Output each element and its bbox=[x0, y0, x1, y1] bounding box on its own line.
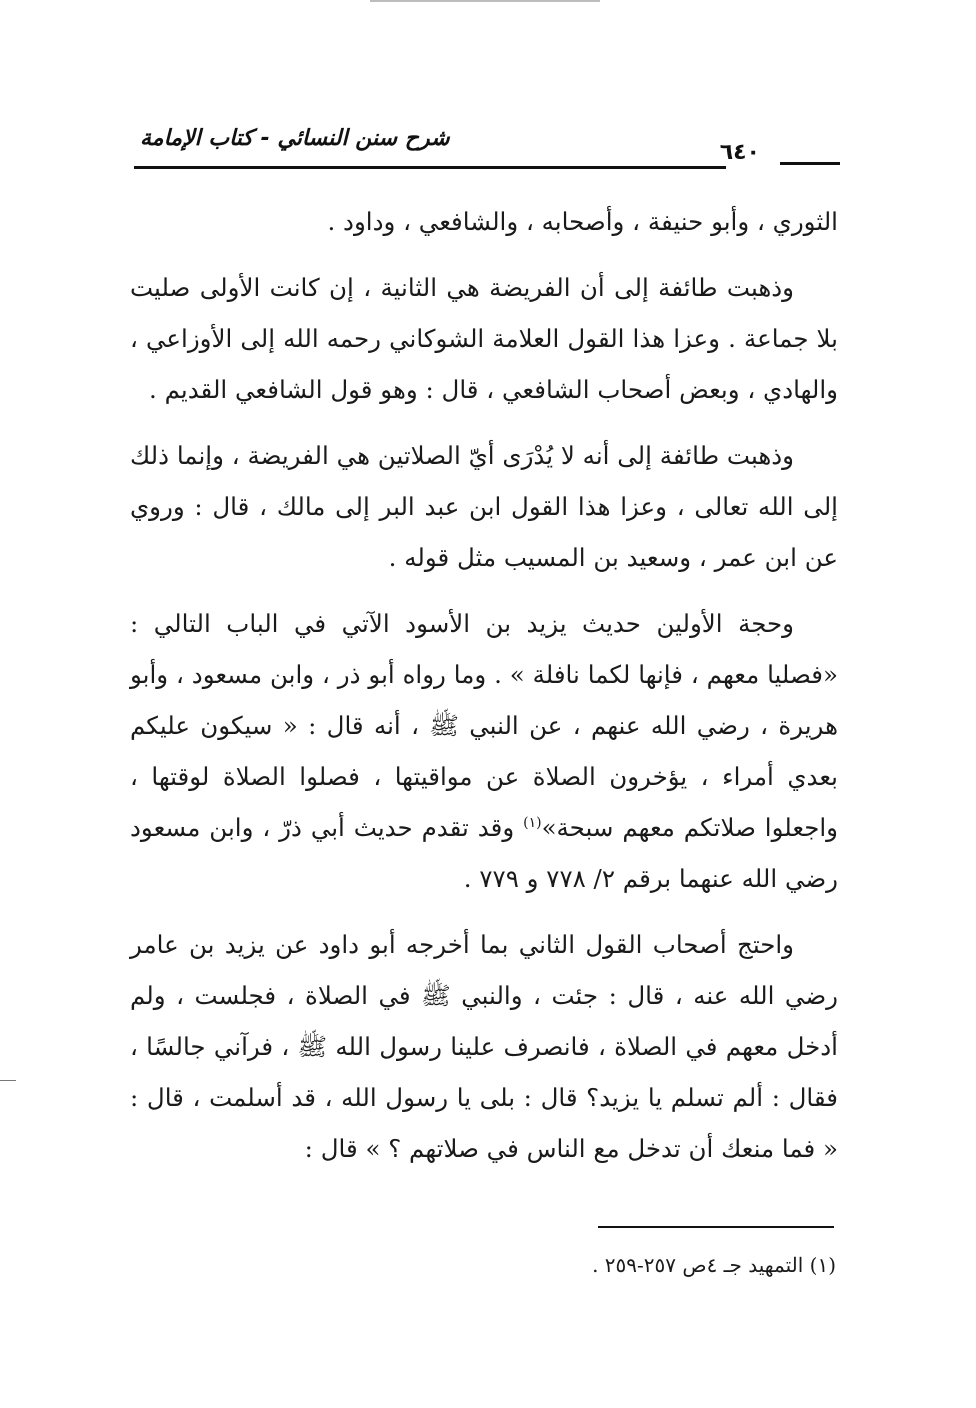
book-title: شرح سنن النسائي - كتاب الإمامة bbox=[140, 126, 450, 151]
paragraph: وذهبت طائفة إلى أنه لا يُدْرَى أيّ الصلاتين هي الفريضة ، وإنما ذلك إلى الله تعالى ، وعزا هذا القول ابن عبد البر إلى مالك ، قال : وروي عن ابن عمر ، وسعيد بن المسيب مثل قوله . bbox=[130, 441, 838, 572]
paragraph bbox=[130, 598, 838, 904]
paragraph-text: وحجة الأولين حديث يزيد بن الأسود الآتي في الباب التالي : «فصليا معهم ، فإنها لكما نافلة » . وما رواه أبو ذر ، وابن مسعود ، وأبو هريرة ، رضي الله عنهم ، عن النبي ﷺ ، أنه قال : « سيكون عليكم بعدي أمراء ، يؤخرون الصلاة عن مواقيتها ، فصلوا الصلاة لوقتها ، واجعلوا صلاتكم معهم سبحة» bbox=[130, 609, 838, 842]
scan-edge-line bbox=[370, 0, 600, 2]
footnote-reference[interactable]: (١) bbox=[523, 814, 542, 831]
paragraph: واحتج أصحاب القول الثاني بما أخرجه أبو داود عن يزيد بن عامر رضي الله عنه ، قال : جئت ، والنبي ﷺ في الصلاة ، فجلست ، ولم أدخل معهم في الصلاة ، فانصرف علينا رسول الله ﷺ ، فرآني جالسًا ، فقال : ألم تسلم يا يزيد؟ قال : بلى يا رسول الله ، قد أسلمت ، قال : « فما منعك أن تدخل مع الناس في صلاتهم ؟ » قال : bbox=[130, 930, 838, 1163]
body-text bbox=[130, 196, 838, 1174]
page-number: ٦٤٠ bbox=[719, 140, 760, 165]
paragraph-text: وقد تقدم حديث أبي ذرّ ، وابن مسعود رضي الله عنهما برقم ٢/ ٧٧٨ و ٧٧٩ . bbox=[130, 813, 838, 893]
running-header bbox=[120, 126, 840, 186]
footnote-rule bbox=[598, 1226, 834, 1228]
paragraph: الثوري ، وأبو حنيفة ، وأصحابه ، والشافعي ، وداود . bbox=[327, 207, 838, 236]
header-rule bbox=[134, 166, 726, 169]
footnote: (١) التمهيد جـ ٤ص ٢٥٧-٢٥٩ . bbox=[592, 1253, 836, 1277]
page-number-dash bbox=[780, 162, 840, 165]
paragraph: وذهبت طائفة إلى أن الفريضة هي الثانية ، إن كانت الأولى صليت بلا جماعة . وعزا هذا القول العلامة الشوكاني رحمه الله إلى الأوزاعي ، والهادي ، وبعض أصحاب الشافعي ، قال : وهو قول الشافعي القديم . bbox=[130, 273, 838, 404]
margin-mark bbox=[0, 1080, 16, 1081]
